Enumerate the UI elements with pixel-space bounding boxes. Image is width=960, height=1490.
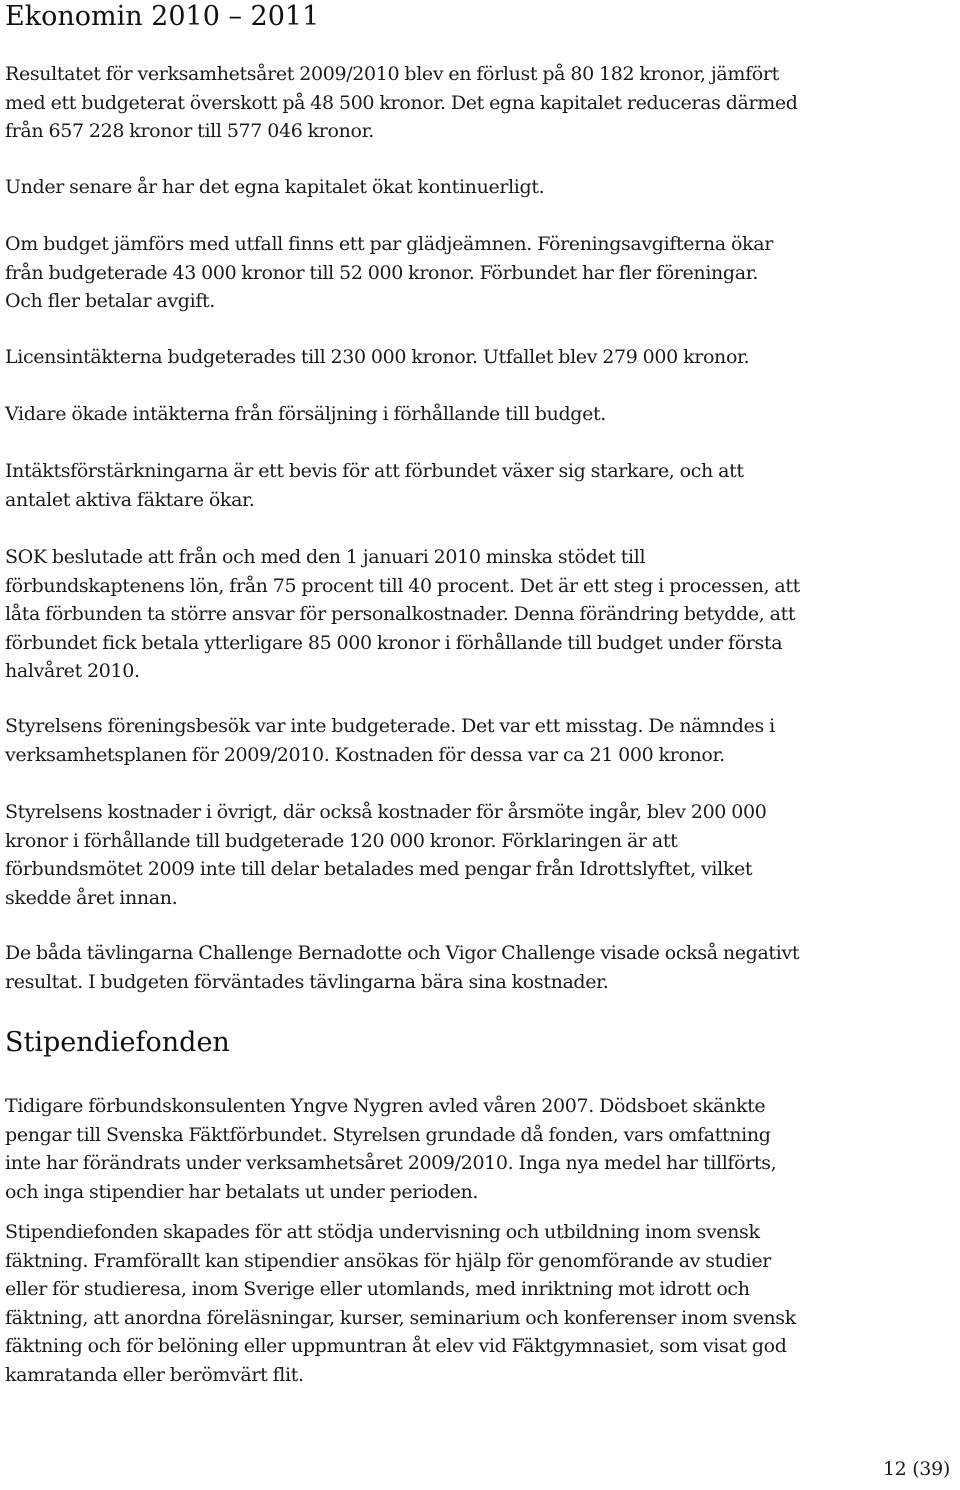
paragraph-nygren: Tidigare förbundskonsulenten Yngve Nygren avled våren 2007. Dödsboet skänkte pengar till Svenska Fäktförbundet. Styrelsen grundade då fonden, vars omfattning inte har förändrats under verksamhetsåret 2009/2010. Inga nya medel har tillförts, och inga stipendier har betalats ut under perioden. [5, 1095, 777, 1203]
section-heading-ekonomin: Ekonomin 2010 – 2011 [5, 1, 320, 32]
paragraph-forsaljning: Vidare ökade intäkterna från försäljning i förhållande till budget. [5, 403, 606, 425]
page-number: 12 (39) [882, 1458, 950, 1480]
paragraph-budget-utfall: Om budget jämförs med utfall finns ett par glädjeämnen. Föreningsavgifterna ökar från budgeterade 43 000 kronor till 52 000 kronor. Förbundet har fler föreningar. Och fler betalar avgift. [5, 233, 773, 312]
paragraph-resultat: Resultatet för verksamhetsåret 2009/2010 blev en förlust på 80 182 kronor, jämfört med ett budgeterat överskott på 48 500 kronor. Det egna kapitalet reduceras därmed från 657 228 kronor till 577 046 kronor. [5, 63, 798, 142]
paragraph-kapital: Under senare år har det egna kapitalet ökat kontinuerligt. [5, 176, 545, 198]
paragraph-tavlingar: De båda tävlingarna Challenge Bernadotte och Vigor Challenge visade också negativt resultat. I budgeten förväntades tävlingarna bära sina kostnader. [5, 942, 800, 993]
paragraph-stipendie-syfte: Stipendiefonden skapades för att stödja undervisning och utbildning inom svensk fäktning. Framförallt kan stipendier ansökas för hjälp för genomförande av studier eller för studieresa, inom Sverige eller utomlands, med inriktning mot idrott och fäktning, att anordna föreläsningar, kurser, seminarium och konferenser inom svensk fäktning och för belöning eller uppmuntran åt elev vid Fäktgymnasiet, som visat god kamratanda eller berömvärt flit. [5, 1221, 796, 1386]
paragraph-licens: Licensintäkterna budgeterades till 230 000 kronor. Utfallet blev 279 000 kronor. [5, 346, 750, 368]
paragraph-foreningsbesok: Styrelsens föreningsbesök var inte budgeterade. Det var ett misstag. De nämndes i verksamhetsplanen för 2009/2010. Kostnaden för dessa var ca 21 000 kronor. [5, 715, 775, 766]
paragraph-sok: SOK beslutade att från och med den 1 januari 2010 minska stödet till förbundskaptenens lön, från 75 procent till 40 procent. Det är ett steg i processen, att låta förbunden ta större ansvar för personalkostnader. Denna förändring betydde, att förbundet fick betala ytterligare 85 000 kronor i förhållande till budget under första halvåret 2010. [5, 546, 800, 682]
section-heading-stipendiefonden: Stipendiefonden [5, 1027, 230, 1058]
paragraph-styrelsens-kostnader: Styrelsens kostnader i övrigt, där också kostnader för årsmöte ingår, blev 200 000 kronor i förhållande till budgeterade 120 000 kronor. Förklaringen är att förbundsmötet 2009 inte till delar betalades med pengar från Idrottslyftet, vilket skedde året innan. [5, 801, 767, 909]
paragraph-intaktsforstarkning: Intäktsförstärkningarna är ett bevis för att förbundet växer sig starkare, och att antalet aktiva fäktare ökar. [5, 460, 744, 511]
